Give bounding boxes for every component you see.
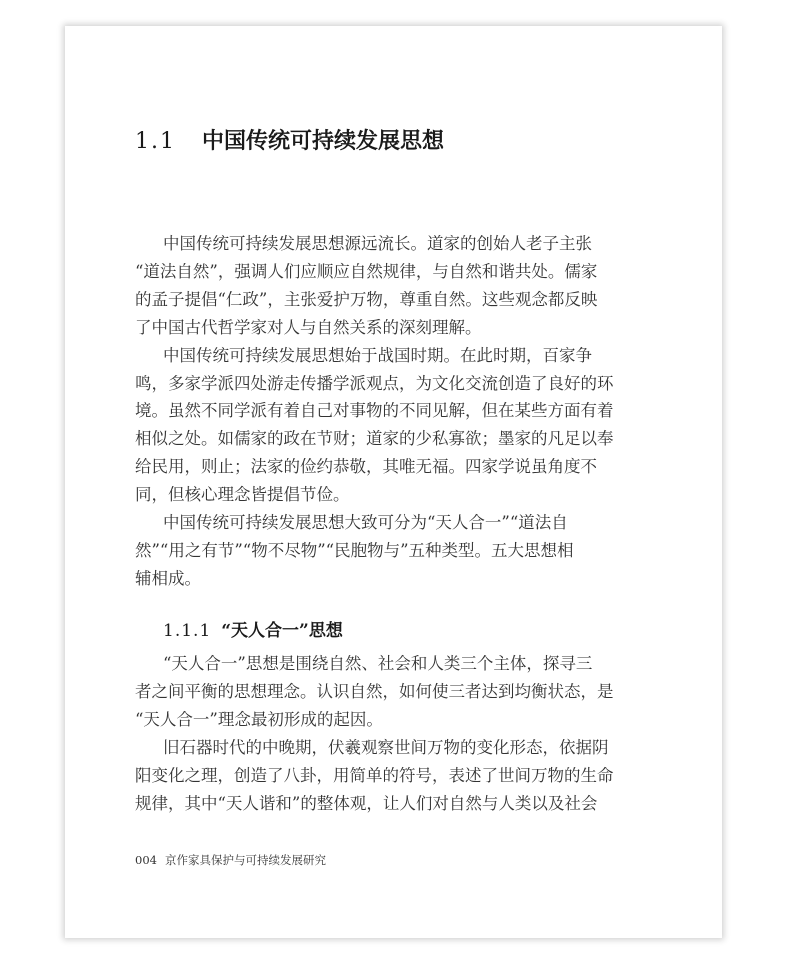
- text-line: 阳变化之理，创造了八卦，用简单的符号，表述了世间万物的生命: [135, 765, 614, 785]
- section-heading: [135, 124, 444, 155]
- subsection-title: “天人合一”思想: [221, 621, 343, 641]
- text-line: “道法自然”，强调人们应顺应自然规律，与自然和谐共处。儒家: [135, 261, 598, 281]
- text-line: 相似之处。如儒家的政在节财；道家的少私寡欲；墨家的凡足以奉: [135, 429, 614, 449]
- text-line: 中国传统可持续发展思想大致可分为“天人合一”“道法自: [163, 513, 568, 532]
- text-line: 规律，其中“天人谐和”的整体观，让人们对自然与人类以及社会: [135, 793, 598, 813]
- text-line: 鸣，多家学派四处游走传播学派观点，为文化交流创造了良好的环: [135, 373, 614, 393]
- text-line: 旧石器时代的中晚期，伏羲观察世间万物的变化形态，依据阴: [163, 737, 609, 757]
- text-line: 了中国古代哲学家对人与自然关系的深刻理解。: [135, 317, 482, 337]
- text-line: 境。虽然不同学派有着自己对事物的不同见解，但在某些方面有着: [135, 401, 614, 421]
- text-line: 的孟子提倡“仁政”，主张爱护万物，尊重自然。这些观念都反映: [135, 289, 598, 309]
- text-line: 中国传统可持续发展思想始于战国时期。在此时期，百家争: [163, 345, 592, 365]
- book-title: 京作家具保护与可持续发展研究: [164, 853, 326, 867]
- text-line: 同，但核心理念皆提倡节俭。: [135, 485, 350, 505]
- subsection-heading: [163, 616, 343, 641]
- text-line: “天人合一”理念最初形成的起因。: [135, 709, 383, 729]
- text-line: 然”“用之有节”“物不尽物”“民胞物与”五种类型。五大思想相: [135, 540, 574, 560]
- text-line: 给民用，则止；法家的俭约恭敬，其唯无福。四家学说虽角度不: [135, 457, 597, 477]
- page-number: 004: [135, 853, 157, 867]
- section-number: 1.1: [135, 129, 176, 154]
- text-line: 者之间平衡的思想理念。认识自然，如何使三者达到均衡状态，是: [135, 681, 614, 701]
- text-line: 中国传统可持续发展思想源远流长。道家的创始人老子主张: [163, 234, 592, 253]
- page-footer: [135, 852, 326, 868]
- text-line: “天人合一”思想是围绕自然、社会和人类三个主体，探寻三: [163, 654, 593, 673]
- section-title: 中国传统可持续发展思想: [202, 128, 445, 154]
- text-line: 辅相成。: [135, 568, 201, 588]
- subsection-number: 1.1.1: [163, 621, 212, 641]
